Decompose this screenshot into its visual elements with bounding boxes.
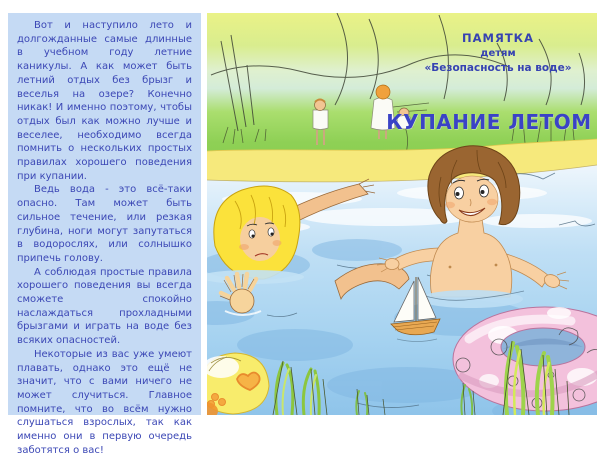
memo-header-line3: «Безопасность на воде» bbox=[424, 62, 572, 74]
memo-header-line1: ПАМЯТКА bbox=[462, 31, 534, 45]
memo-header bbox=[383, 31, 597, 74]
intro-text-panel bbox=[8, 13, 201, 456]
paragraph-4: Некоторые из вас уже умеют плавать, однако это ещё не значит, что с вами ничего не может случиться. Главное помните, что во всём нужно слушаться взрослых, так как именно они в первую очередь заботятся о вас! bbox=[17, 348, 192, 456]
memo-header-line2: детям bbox=[480, 48, 516, 59]
paragraph-3: А соблюдая простые правила хорошего поведения вы всегда сможете спокойно наслаждаться прохладными брызгами и играть на воде без всяких опасностей. bbox=[17, 266, 192, 347]
page-title: КУПАНИЕ ЛЕТОМ bbox=[386, 110, 592, 134]
paragraph-1: Вот и наступило лето и долгожданные самые длинные в учебном году летние каникулы. А как может быть летний отдых без брызг и веселья на озере? Конечно никак! И именно поэтому, чтобы отдых был как можно лучше и веселее, необходимо всегда помнить о нескольких простых правилах хорошего поведения при купании. bbox=[17, 20, 192, 182]
paragraph-2: Ведь вода - это всё-таки опасно. Там может быть сильное течение, или резкая глубина, ноги могут запутаться в водорослях, или солнышко припечь голову. bbox=[17, 184, 192, 264]
swimming-illustration bbox=[207, 13, 597, 415]
